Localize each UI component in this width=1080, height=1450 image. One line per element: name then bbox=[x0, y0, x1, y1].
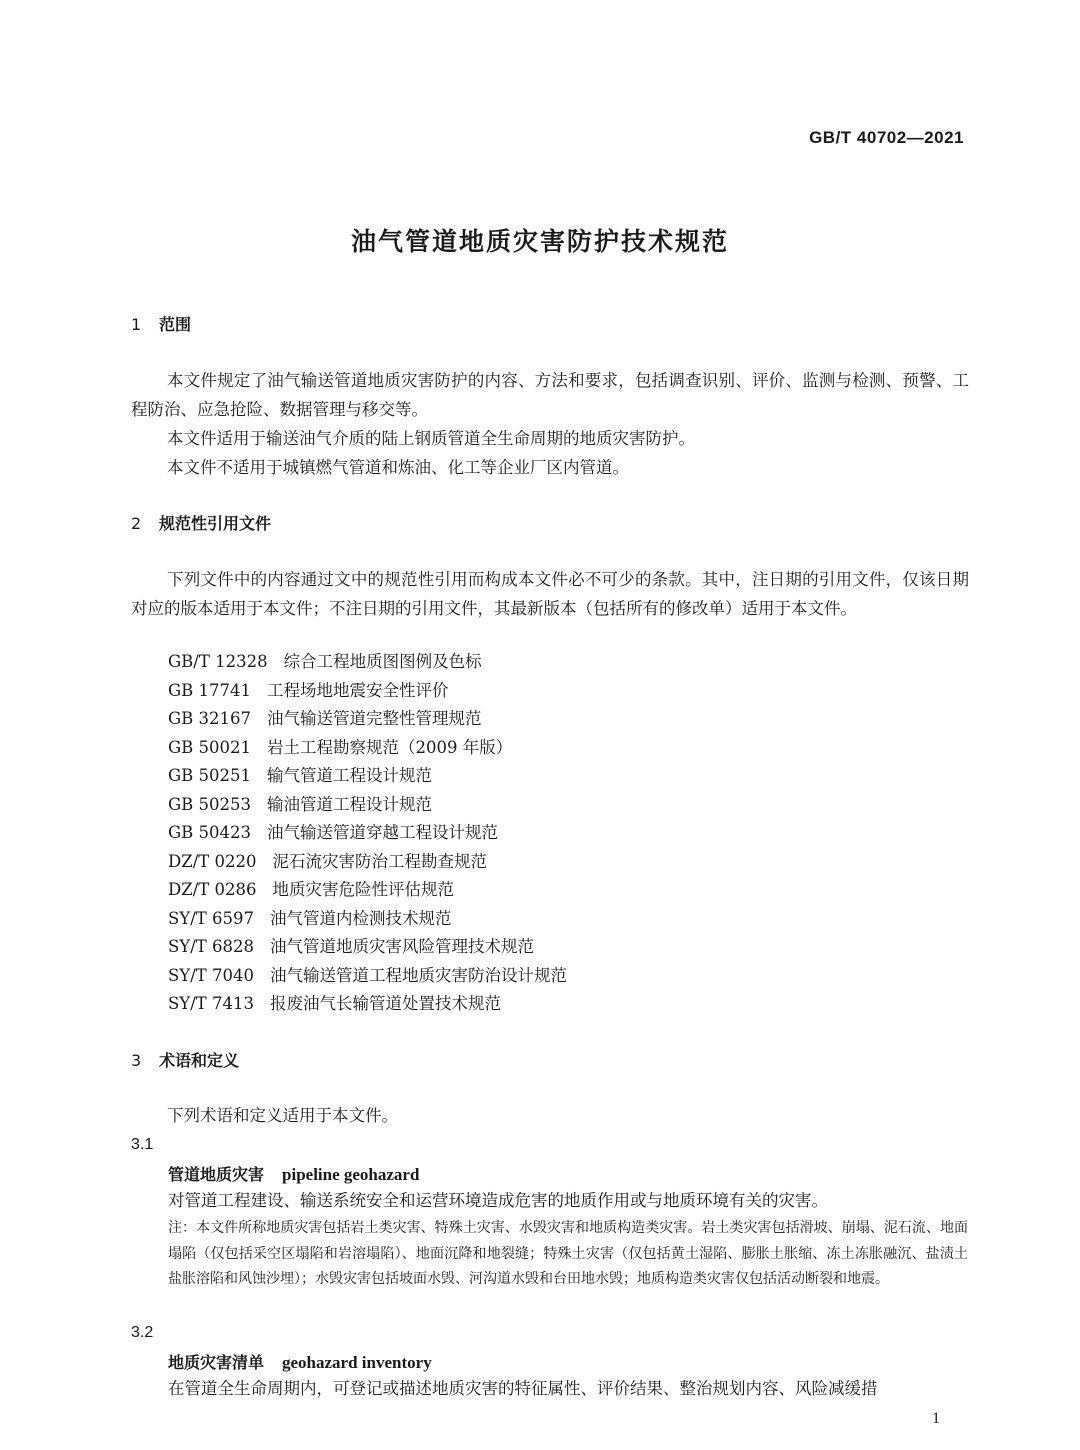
list-item bbox=[168, 705, 567, 734]
section-3-heading bbox=[131, 1048, 239, 1071]
section-2-number: 2 bbox=[131, 514, 142, 533]
list-item bbox=[168, 734, 567, 763]
reference-code: GB 32167 bbox=[168, 709, 252, 728]
term-3-2-en: geohazard inventory bbox=[282, 1353, 432, 1372]
list-item bbox=[168, 762, 567, 791]
reference-code: SY/T 7040 bbox=[168, 965, 254, 985]
reference-title: 报废油气长输管道处置技术规范 bbox=[270, 994, 501, 1013]
term-3-1-definition: 对管道工程建设、输送系统安全和运营环境造成危害的地质作用或与地质环境有关的灾害。 bbox=[168, 1191, 828, 1210]
term-3-1-cn: 管道地质灾害 bbox=[168, 1165, 265, 1184]
reference-title: 油气管道地质灾害风险管理技术规范 bbox=[270, 937, 534, 956]
list-item bbox=[168, 648, 567, 677]
section-1-paragraph-2: 本文件适用于输送油气介质的陆上钢质管道全生命周期的地质灾害防护。 bbox=[167, 429, 695, 448]
reference-code: GB 50021 bbox=[168, 737, 252, 757]
section-2-intro: 下列文件中的内容通过文中的规范性引用而构成本文件必不可少的条款。其中，注日期的引用文件，仅该日期对应的版本适用于本文件；不注日期的引用文件，其最新版本（包括所有的修改单）适用于本文件。 bbox=[131, 570, 969, 618]
list-item bbox=[168, 819, 567, 848]
term-3-1-note: 注：本文件所称地质灾害包括岩土类灾害、特殊土灾害、水毁灾害和地质构造类灾害。岩土类灾害包括滑坡、崩塌、泥石流、地面塌陷（仅包括采空区塌陷和岩溶塌陷）、地面沉降和地裂缝；特殊土灾害（仅包括黄土湿陷、膨胀土胀缩、冻土冻胀融沉、盐渍土盐胀溶陷和风蚀沙埋）；水毁灾害包括坡面水毁、河沟道水毁和台田地水毁；地质构造类灾害仅包括活动断裂和地震。 bbox=[168, 1220, 968, 1287]
section-3-intro: 下列术语和定义适用于本文件。 bbox=[167, 1106, 398, 1125]
reference-code: DZ/T 0220 bbox=[168, 851, 257, 871]
reference-code: DZ/T 0286 bbox=[168, 880, 257, 899]
section-3-number: 3 bbox=[131, 1051, 142, 1070]
section-1-heading bbox=[131, 312, 191, 335]
reference-title: 岩土工程勘察规范（2009 年版） bbox=[267, 737, 513, 757]
reference-title: 地质灾害危险性评估规范 bbox=[272, 880, 454, 899]
term-3-2-definition: 在管道全生命周期内，可登记或描述地质灾害的特征属性、评价结果、整治规划内容、风险减缓措 bbox=[168, 1379, 878, 1398]
term-3-1 bbox=[168, 1162, 419, 1185]
page-number: 1 bbox=[932, 1410, 940, 1427]
term-3-1-en: pipeline geohazard bbox=[282, 1165, 420, 1184]
reference-code: GB 50253 bbox=[168, 794, 252, 814]
reference-title: 油气输送管道完整性管理规范 bbox=[267, 709, 482, 728]
reference-title: 输油管道工程设计规范 bbox=[267, 794, 433, 814]
reference-code: GB 50423 bbox=[168, 823, 252, 842]
section-1-paragraph-1: 本文件规定了油气输送管道地质灾害防护的内容、方法和要求，包括调查识别、评价、监测与检测、预警、工程防治、应急抢险、数据管理与移交等。 bbox=[131, 371, 969, 419]
section-1-title: 范围 bbox=[159, 315, 192, 334]
list-item bbox=[168, 791, 567, 820]
reference-code: GB 17741 bbox=[168, 680, 252, 700]
section-2-heading bbox=[131, 511, 271, 534]
reference-title: 油气管道内检测技术规范 bbox=[270, 908, 452, 928]
list-item bbox=[168, 848, 567, 877]
reference-code: SY/T 6597 bbox=[168, 908, 254, 928]
reference-title: 油气输送管道穿越工程设计规范 bbox=[267, 823, 499, 842]
document-title: 油气管道地质灾害防护技术规范 bbox=[350, 227, 729, 256]
clause-3-2-number: 3.2 bbox=[131, 1324, 154, 1341]
section-1-paragraph-3: 本文件不适用于城镇燃气管道和炼油、化工等企业厂区内管道。 bbox=[167, 458, 629, 477]
reference-title: 油气输送管道工程地质灾害防治设计规范 bbox=[270, 965, 567, 985]
reference-title: 综合工程地质图图例及色标 bbox=[283, 652, 482, 671]
list-item bbox=[168, 990, 567, 1019]
list-item bbox=[168, 677, 567, 706]
reference-list bbox=[168, 648, 567, 1019]
section-3-title: 术语和定义 bbox=[159, 1051, 240, 1070]
standard-code: GB/T 40702—2021 bbox=[809, 128, 964, 147]
reference-code: GB 50251 bbox=[168, 766, 252, 785]
reference-code: GB/T 12328 bbox=[168, 652, 268, 671]
reference-title: 工程场地地震安全性评价 bbox=[267, 680, 449, 700]
list-item bbox=[168, 876, 567, 905]
reference-title: 输气管道工程设计规范 bbox=[267, 766, 433, 785]
list-item bbox=[168, 962, 567, 991]
reference-code: SY/T 6828 bbox=[168, 937, 254, 956]
term-3-2 bbox=[168, 1350, 432, 1373]
reference-code: SY/T 7413 bbox=[168, 994, 254, 1013]
term-3-2-cn: 地质灾害清单 bbox=[168, 1353, 265, 1372]
clause-3-1-number: 3.1 bbox=[131, 1136, 154, 1153]
section-2-title: 规范性引用文件 bbox=[159, 514, 272, 533]
list-item bbox=[168, 933, 567, 962]
list-item bbox=[168, 905, 567, 934]
section-1-number: 1 bbox=[131, 315, 142, 334]
reference-title: 泥石流灾害防治工程勘查规范 bbox=[272, 851, 487, 871]
